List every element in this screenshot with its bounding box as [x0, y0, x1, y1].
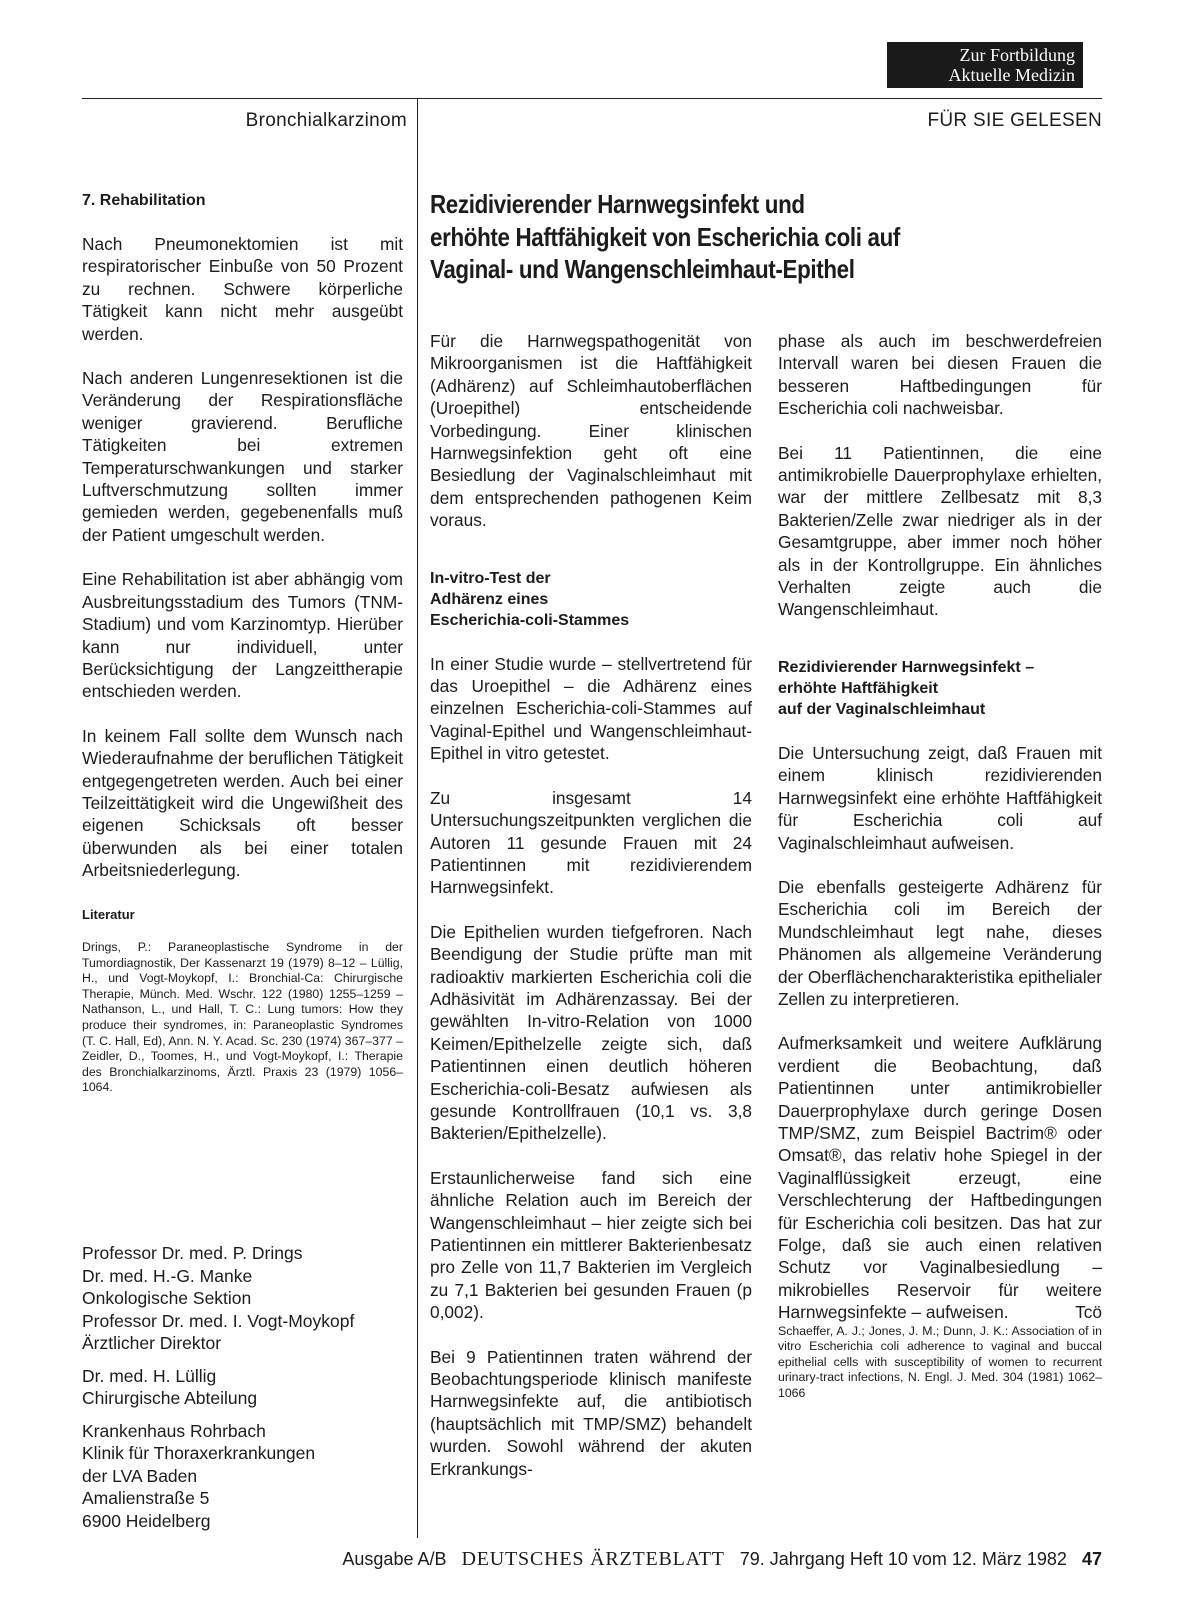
article-paragraph	[778, 1032, 1102, 1323]
title-line: Rezidivierender Harnwegsinfekt und	[430, 189, 805, 219]
address-line: Klinik für Thoraxerkrankungen	[82, 1443, 316, 1463]
address-line: Amalienstraße 5	[82, 1488, 210, 1508]
article-paragraph: In einer Studie wurde – stellvertretend für das Uroepithel – die Adhärenz eines einzelnen Escherichia-coli-Stammes auf Vaginal-Epithel und Wangenschleimhaut-Epithel in vitro getestet.	[430, 653, 752, 764]
badge-line-2: Aktuelle Medizin	[948, 65, 1075, 85]
subheading-invitro	[430, 568, 752, 631]
address-line: Onkologische Sektion	[82, 1288, 252, 1308]
subheading-line: erhöhte Haftfähigkeit	[778, 679, 939, 697]
literature-title: Literatur	[82, 906, 135, 922]
literature-list: Drings, P.: Paraneoplastische Syndrome in der Tumordiagnostik, Der Kassenarzt 19 (1979) 8–12 – Lüllig, H., und Vogt-Moykopf, I.: Bronchial-Ca: Chirurgische Therapie, Münch. Med. Wschr. 122 (1980) 1255–1259 – Nathanson, L., und Hall, T. C.: Lung tumors: How they produce their syndromes, in: Paraneoplastic Syndromes (T. C. Hall, Ed), Ann. N. Y. Acad. Sc. 230 (1974) 367–377 – Zeidler, D., Toomes, H., und Vogt-Moykopf, I.: Therapie des Bronchialkarzinoms, Ärztl. Praxis 23 (1979) 1056–1064.	[82, 939, 403, 1095]
article-paragraph: Bei 9 Patientinnen traten während der Beobachtungsperiode klinisch manifeste Harnwegsinfekte auf, die antibiotisch (hauptsächlich mit TMP/SMZ) behandelt wurden. Sowohl während der akuten Erkrankungs-	[430, 1346, 752, 1479]
article-paragraph: Die Epithelien wurden tiefgefroren. Nach Beendigung der Studie prüfte man mit radioaktiv markierten Escherichia coli die Adhäsivität im Adhärenzassay. Bei der gewählten In-vitro-Relation von 1000 Keimen/Epithelzelle zeigte sich, daß Patientinnen einen deutlich höheren Escherichia-coli-Besatz aufwiesen als gesunde Kontrollfrauen (10,1 vs. 3,8 Bakterien/Epithelzelle).	[430, 921, 752, 1144]
footer-issue: 79. Jahrgang Heft 10 vom 12. März 1982	[739, 1549, 1067, 1569]
section-title-left: Bronchialkarzinom	[245, 110, 407, 131]
left-column	[82, 190, 403, 1118]
subheading-rezidiv	[778, 657, 1102, 720]
closing-paragraph-text: Aufmerksamkeit und weitere Aufklärung verdient die Beobachtung, daß Patientinnen unter antimikrobieller Dauerprophylaxe durch geringe Dosen TMP/SMZ, zum Beispiel Bactrim® oder Omsat®, das relativ hohe Spiegel in der Vaginalflüssigkeit erzeugt, eine Verschlechterung der Haftbedingungen für Escherichia coli besitzen. Das hat zur Folge, daß sie auch einen relativen Schutz vor Vaginalbesiedlung – mikrobielles Reservoir für weitere Harnwegsinfekte – aufweisen.	[778, 1033, 1102, 1323]
address-line: der LVA Baden	[82, 1465, 198, 1486]
address-line: Dr. med. H. Lüllig	[82, 1365, 217, 1386]
left-paragraph: Eine Rehabilitation ist aber abhängig vom Ausbreitungsstadium des Tumors (TNM-Stadium) und vom Karzinomtyp. Hierüber kann nur individuell, unter Berücksichtigung der Langzeittherapie entschieden werden.	[82, 569, 403, 702]
subheading-line: Rezidivierender Harnwegsinfekt –	[778, 658, 1035, 676]
left-paragraph: In keinem Fall sollte dem Wunsch nach Wiederaufnahme der beruflichen Tätigkeit entgegengetreten werden. Auch bei einer Teilzeittätigkeit wird die Ungewißheit des eigenen Schicksals oft besser überwunden als bei einer totalen Arbeitsniederlegung.	[82, 725, 403, 881]
header-rule	[82, 98, 1102, 99]
subheading-line: In-vitro-Test der	[430, 569, 551, 587]
address-line: Dr. med. H.-G. Manke	[82, 1265, 253, 1286]
section-badge	[887, 42, 1083, 88]
address-line: Professor Dr. med. P. Drings	[82, 1243, 303, 1263]
footer-edition: Ausgabe A/B	[342, 1549, 447, 1569]
page-footer	[82, 1548, 1102, 1571]
article-paragraph: Für die Harnwegspathogenität von Mikroorganismen ist die Haftfähigkeit (Adhärenz) auf Schleimhautoberflächen (Uroepithel) entscheidende Vorbedingung. Einer klinischen Harnwegsinfektion geht oft eine Besiedlung der Vaginalschleimhaut mit dem entsprechenden pathogenen Keim voraus.	[430, 331, 752, 531]
journal-name: DEUTSCHES ÄRZTEBLATT	[461, 1548, 725, 1570]
address-line: Professor Dr. med. I. Vogt-Moykopf	[82, 1310, 355, 1331]
subheading-line: auf der Vaginalschleimhaut	[778, 700, 986, 718]
article-column-2	[778, 330, 1102, 1424]
rehab-heading: 7. Rehabilitation	[82, 192, 206, 209]
article-title	[430, 188, 1101, 286]
subheading-line: Escherichia-coli-Stammes	[430, 611, 630, 629]
address-line: 6900 Heidelberg	[82, 1510, 211, 1531]
left-paragraph: Nach anderen Lungenresektionen ist die Veränderung der Respirationsfläche weniger gravierend. Berufliche Tätigkeiten bei extremen Temperaturschwankungen und starker Luftverschmutzung sollten immer gemieden werden, gegebenenfalls muß der Patient umgeschult werden.	[82, 368, 403, 545]
column-divider	[417, 98, 418, 1538]
title-line: erhöhte Haftfähigkeit von Escherichia coli auf	[430, 221, 901, 252]
section-title-right: FÜR SIE GELESEN	[927, 110, 1102, 131]
article-paragraph: Zu insgesamt 14 Untersuchungszeitpunkten verglichen die Autoren 11 gesunde Frauen mit 24 Patientinnen mit rezidivierendem Harnwegsinfekt.	[430, 787, 752, 898]
left-paragraph: Nach Pneumonektomien ist mit respiratorischer Einbuße von 50 Prozent zu rechnen. Schwere körperliche Tätigkeit kann nicht mehr ausgeübt werden.	[82, 234, 403, 344]
subheading-line: Adhärenz eines	[430, 590, 549, 608]
address-spacer	[82, 1410, 403, 1420]
article-paragraph: Die Untersuchung zeigt, daß Frauen mit einem klinisch rezidivierenden Harnwegsinfekt eine erhöhte Haftfähigkeit für Escherichia coli auf Vaginalschleimhaut aufweisen.	[778, 742, 1102, 853]
article-paragraph: Erstaunlicherweise fand sich eine ähnliche Relation auch im Bereich der Wangenschleimhaut – hier zeigte sich bei Patientinnen ein mittlerer Bakterienbesatz pro Zelle von 11,7 Bakterien im Vergleich zu 7,1 Bakterien bei gesunden Frauen (p 0,002).	[430, 1167, 752, 1323]
reference: Schaeffer, A. J.; Jones, J. M.; Dunn, J. K.: Association of in vitro Escherichia coli adherence to vaginal and buccal epithelial cells with susceptibility of women to recurrent urinary-tract infections, N. Engl. J. Med. 304 (1981) 1062–1066	[778, 1323, 1102, 1400]
author-address	[82, 1242, 403, 1532]
address-line: Ärztlicher Direktor	[82, 1333, 222, 1353]
article-paragraph: Die ebenfalls gesteigerte Adhärenz für Escherichia coli im Bereich der Mundschleimhaut legt nahe, dieses Phänomen als allgemeine Veränderung der Oberflächencharakteristika epithelialer Zellen zu interpretieren.	[778, 876, 1102, 1009]
address-spacer	[82, 1355, 403, 1365]
address-line: Krankenhaus Rohrbach	[82, 1420, 266, 1441]
page-number: 47	[1081, 1549, 1102, 1569]
badge-line-1: Zur Fortbildung	[959, 45, 1075, 65]
author-initials: Tcö	[1075, 1302, 1102, 1323]
title-line: Vaginal- und Wangenschleimhaut-Epithel	[430, 254, 855, 284]
article-column-1	[430, 330, 752, 1502]
article-paragraph: phase als auch im beschwerdefreien Intervall waren bei diesen Frauen die besseren Haftbedingungen für Escherichia coli nachweisbar.	[778, 331, 1102, 419]
article-paragraph: Bei 11 Patientinnen, die eine antimikrobielle Dauerprophylaxe erhielten, war der mittlere Zellbesatz mit 8,3 Bakterien/Zelle zwar niedriger als in der Gesamtgruppe, aber immer noch höher als in der Kontrollgruppe. Ein ähnliches Verhalten zeigte auch die Wangenschleimhaut.	[778, 442, 1102, 620]
address-line: Chirurgische Abteilung	[82, 1388, 258, 1408]
